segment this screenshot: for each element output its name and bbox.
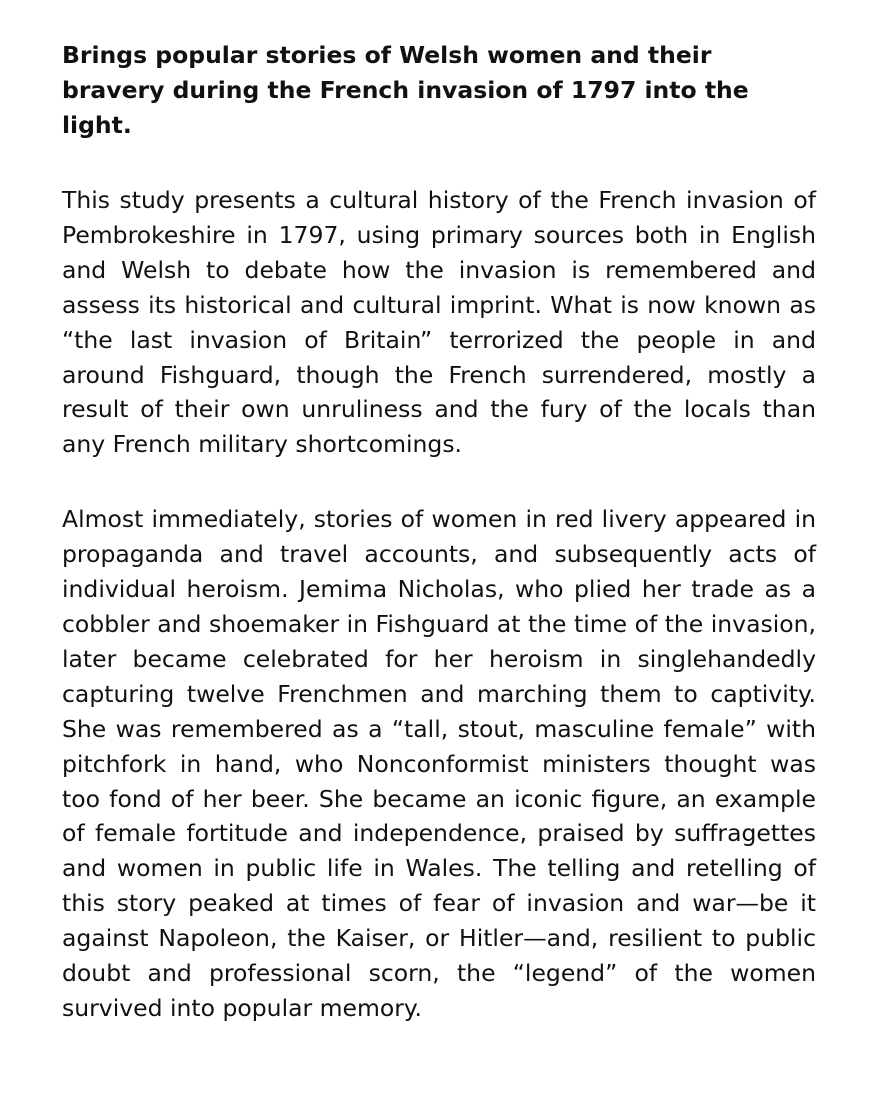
spacer (62, 462, 816, 502)
paragraph-legend: Almost immediately, stories of women in red livery appeared in propaganda and travel accounts, and subsequently acts of individual heroism. Jemima Nicholas, who plied her trade as a cobbler and shoemaker in Fishguard at the time of the invasion, later became celebrated for her heroism in singlehandedly capturing twelve Frenchmen and marching them to captivity. She was remembered as a “tall, stout, masculine female” with pitchfork in hand, who Nonconformist ministers thought was too fond of her beer. She became an iconic figure, an example of female fortitude and independence, praised by suffragettes and women in public life in Wales. The telling and retelling of this story peaked at times of fear of invasion and war—be it against Napoleon, the Kaiser, or Hitler—and, resilient to public doubt and professional scorn, the “legend” of the women survived into popular memory. (62, 505, 816, 1022)
headline: Brings popular stories of Welsh women and their bravery during the French invasion of 1797 into the light. (62, 41, 749, 139)
document-page (62, 38, 816, 1026)
paragraph-intro: This study presents a cultural history of the French invasion of Pembrokeshire in 1797, using primary sources both in English and Welsh to debate how the invasion is remembered and assess its historical and cultural imprint. What is now known as “the last invasion of Britain” terrorized the people in and around Fishguard, though the French surrendered, mostly a result of their own unruliness and the fury of the locals than any French military shortcomings. (62, 186, 816, 459)
spacer (62, 143, 816, 183)
